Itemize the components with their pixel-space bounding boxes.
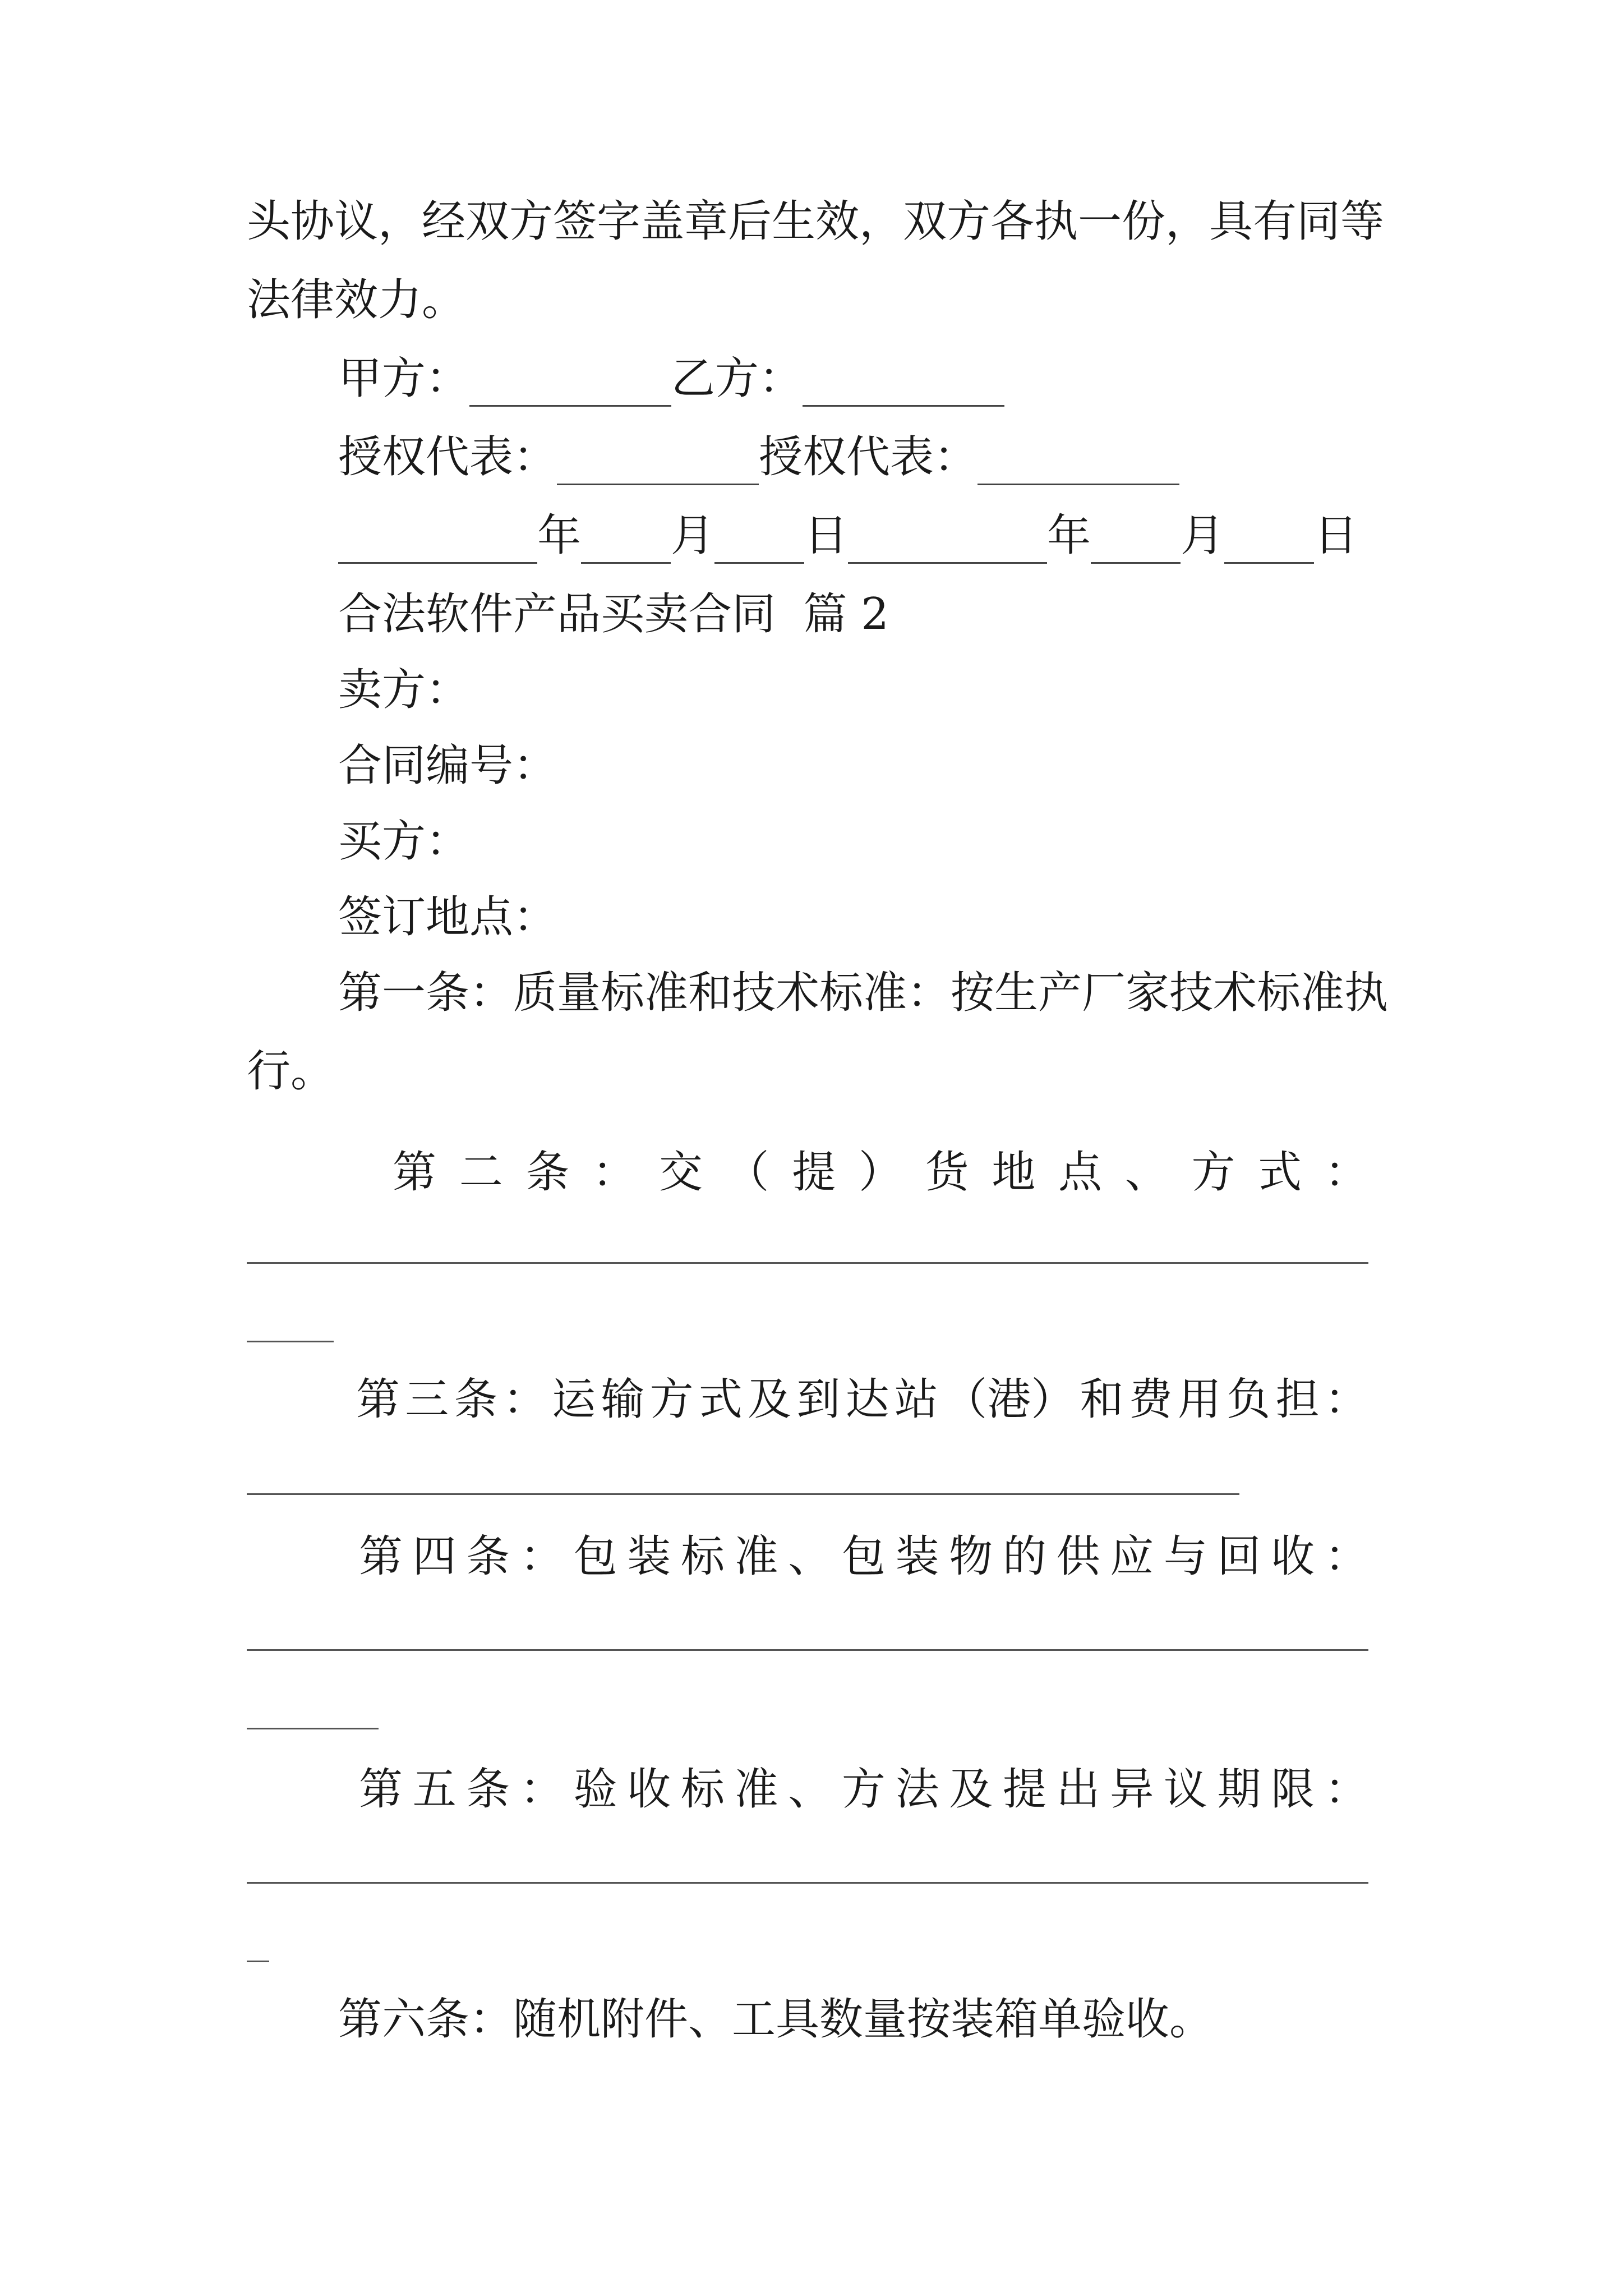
article-4-rule-1 xyxy=(247,1649,1368,1651)
heading-char: 方 xyxy=(841,1764,886,1815)
party-b-blank xyxy=(803,366,1004,407)
date-b-day-blank xyxy=(1224,523,1314,564)
contract-title: 合法软件产品买卖合同 篇 2 xyxy=(338,589,889,639)
heading-char: 到 xyxy=(796,1374,841,1425)
heading-char: 装 xyxy=(627,1531,671,1582)
date-a-month-blank xyxy=(581,523,671,564)
article-4-rule-2 xyxy=(247,1728,379,1729)
heading-char: ： xyxy=(1324,1531,1368,1582)
heading-char: 站 xyxy=(894,1374,938,1425)
heading-char: （ xyxy=(725,1147,769,1198)
heading-char: ： xyxy=(1324,1147,1368,1198)
heading-char: 的 xyxy=(1002,1531,1046,1582)
party-b-label: 乙方： xyxy=(671,353,803,404)
heading-char: 回 xyxy=(1217,1531,1261,1582)
article-4-heading xyxy=(359,1529,1368,1585)
heading-char: 准 xyxy=(734,1531,778,1582)
heading-char: ： xyxy=(519,1531,564,1582)
heading-char: 运 xyxy=(552,1374,596,1425)
heading-char: 五 xyxy=(412,1764,457,1815)
heading-char: ： xyxy=(1324,1764,1368,1815)
heading-char: 交 xyxy=(658,1147,703,1198)
heading-char: 包 xyxy=(573,1531,617,1582)
heading-char: （港） xyxy=(943,1374,1075,1425)
heading-char: 期 xyxy=(1217,1764,1261,1815)
heading-char: 第 xyxy=(359,1764,403,1815)
heading-char: 二 xyxy=(459,1147,503,1198)
heading-char: 包 xyxy=(841,1531,886,1582)
heading-char: 限 xyxy=(1271,1764,1315,1815)
heading-char: 收 xyxy=(627,1764,671,1815)
heading-char: ： xyxy=(1324,1374,1368,1425)
heading-char: 提 xyxy=(1002,1764,1046,1815)
heading-char: 负 xyxy=(1227,1374,1271,1425)
date-b-month: 月 xyxy=(1181,510,1225,561)
representative-line xyxy=(338,429,1179,485)
paragraph-end-line-1: 头协议，经双方签字盖章后生效，双方各执一份，具有同等 xyxy=(247,196,1385,247)
heading-char: 条 xyxy=(525,1147,570,1198)
paragraph-end-line-2: 法律效力。 xyxy=(247,275,466,325)
heading-char: 货 xyxy=(925,1147,969,1198)
date-a-year-blank xyxy=(338,523,537,564)
date-a-day: 日 xyxy=(804,510,849,561)
article-6: 第六条：随机附件、工具数量按装箱单验收。 xyxy=(338,1994,1214,2045)
heading-char: 费 xyxy=(1128,1374,1173,1425)
rep-b-label: 授权代表： xyxy=(759,432,978,482)
heading-char: 第 xyxy=(359,1531,403,1582)
heading-char: ： xyxy=(592,1147,637,1198)
heading-char: 方 xyxy=(1191,1147,1235,1198)
heading-char: 法 xyxy=(895,1764,939,1815)
heading-char: 收 xyxy=(1271,1531,1315,1582)
article-3-heading xyxy=(356,1372,1368,1428)
heading-char: 条 xyxy=(466,1531,510,1582)
date-a-year: 年 xyxy=(537,510,582,561)
date-a-day-blank xyxy=(714,523,804,564)
heading-char: 准 xyxy=(734,1764,778,1815)
rep-a-blank xyxy=(557,444,759,485)
date-line xyxy=(338,508,1358,564)
heading-char: 、 xyxy=(1124,1147,1169,1198)
heading-char: ： xyxy=(519,1764,564,1815)
heading-char: 、 xyxy=(788,1531,832,1582)
heading-char: 式 xyxy=(1258,1147,1302,1198)
heading-char: 验 xyxy=(573,1764,617,1815)
date-b-day: 日 xyxy=(1314,510,1358,561)
heading-char: 第 xyxy=(393,1147,437,1198)
article-1-line-1: 第一条：质量标准和技术标准：按生产厂家技术标准执 xyxy=(338,968,1389,1018)
heading-char: 用 xyxy=(1177,1374,1221,1425)
heading-char: 应 xyxy=(1110,1531,1154,1582)
heading-char: 出 xyxy=(1056,1764,1100,1815)
party-a-blank xyxy=(469,366,671,407)
heading-char: 点 xyxy=(1058,1147,1103,1198)
heading-char: 标 xyxy=(680,1531,725,1582)
heading-char: ： xyxy=(502,1374,547,1425)
heading-char: 供 xyxy=(1056,1531,1100,1582)
date-a-month: 月 xyxy=(671,510,715,561)
rep-a-label: 授权代表： xyxy=(338,432,557,482)
date-b-year: 年 xyxy=(1047,510,1091,561)
heading-char: 式 xyxy=(698,1374,743,1425)
article-2-rule-2 xyxy=(247,1341,334,1342)
rep-b-blank xyxy=(978,444,1179,485)
heading-char: 及 xyxy=(748,1374,792,1425)
heading-char: 物 xyxy=(949,1531,993,1582)
contract-number-label: 合同编号： xyxy=(338,740,557,791)
article-5-rule-2 xyxy=(247,1961,269,1962)
heading-char: 条 xyxy=(466,1764,510,1815)
party-a-label: 甲方： xyxy=(338,353,470,404)
heading-char: 达 xyxy=(845,1374,889,1425)
heading-char: 和 xyxy=(1080,1374,1124,1425)
article-2-rule-1 xyxy=(247,1262,1368,1264)
heading-char: 、 xyxy=(788,1764,832,1815)
heading-char: 地 xyxy=(992,1147,1036,1198)
article-1-line-2: 行。 xyxy=(247,1046,335,1097)
heading-char: 标 xyxy=(680,1764,725,1815)
heading-char: 方 xyxy=(649,1374,694,1425)
heading-char: 三 xyxy=(405,1374,449,1425)
party-line xyxy=(338,351,1004,407)
date-b-year-blank xyxy=(848,523,1047,564)
heading-char: 提 xyxy=(792,1147,836,1198)
signing-place-label: 签订地点： xyxy=(338,892,557,942)
heading-char: 输 xyxy=(601,1374,645,1425)
article-3-rule xyxy=(247,1493,1239,1495)
article-5-heading xyxy=(359,1761,1368,1818)
buyer-label: 买方： xyxy=(338,816,470,867)
heading-char: 四 xyxy=(412,1531,457,1582)
heading-char: 担 xyxy=(1275,1374,1320,1425)
article-2-heading xyxy=(393,1144,1368,1200)
heading-char: ） xyxy=(858,1147,902,1198)
heading-char: 及 xyxy=(949,1764,993,1815)
date-b-month-blank xyxy=(1091,523,1181,564)
heading-char: 条 xyxy=(454,1374,498,1425)
seller-label: 卖方： xyxy=(338,665,470,715)
heading-char: 装 xyxy=(895,1531,939,1582)
article-5-rule-1 xyxy=(247,1882,1368,1884)
heading-char: 异 xyxy=(1110,1764,1154,1815)
heading-char: 与 xyxy=(1163,1531,1207,1582)
heading-char: 第 xyxy=(356,1374,400,1425)
heading-char: 议 xyxy=(1163,1764,1207,1815)
